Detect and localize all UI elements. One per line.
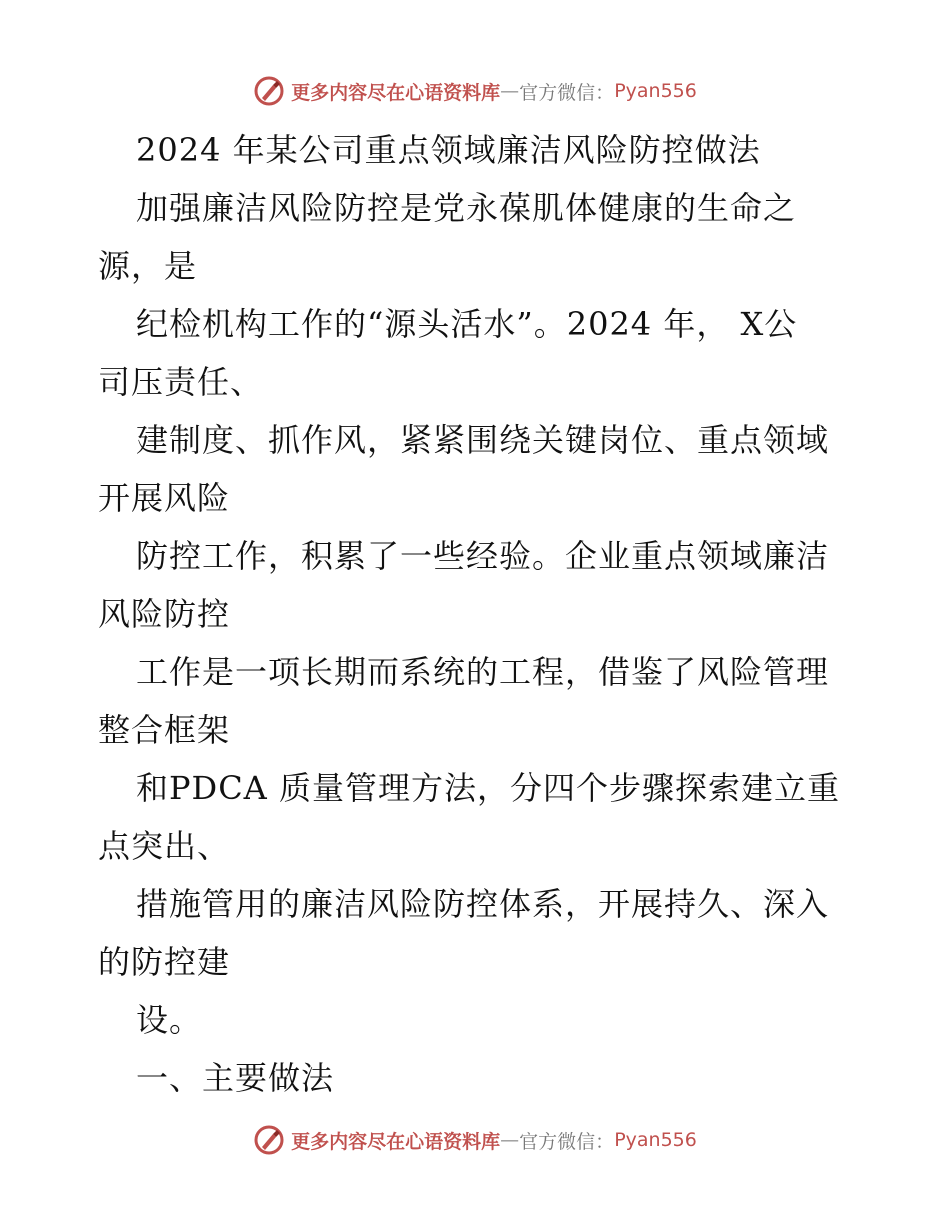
text-line: 风险防控 [98, 595, 231, 633]
watermark-sub-text: 官方微信： [519, 81, 615, 104]
watermark-sub-text: 官方微信： [519, 1130, 615, 1153]
section-heading: 一、主要做法 [136, 1059, 335, 1097]
text-line: 工作是一项长期而系统的工程，借鉴了风险管理 [136, 653, 830, 691]
watermark-dash: — [500, 1129, 520, 1151]
text-line: 整合框架 [98, 711, 231, 749]
watermark-main-text: 更多内容尽在心语资料库 [291, 1130, 501, 1153]
text-line: 源，是 [98, 247, 198, 285]
watermark-account: Pyan556 [614, 1129, 697, 1151]
watermark-main-text: 更多内容尽在心语资料库 [291, 81, 501, 104]
text-line: 防控工作，积累了一些经验。企业重点领域廉洁 [136, 537, 830, 575]
watermark-account: Pyan556 [614, 80, 697, 102]
pen-logo-icon [253, 1124, 285, 1156]
pen-logo-icon [253, 75, 285, 107]
text-line: 2024 年某公司重点领域廉洁风险防控做法 [136, 131, 761, 169]
watermark-dash: — [500, 80, 520, 102]
text-line: 纪检机构工作的“源头活水”。2024 年， X公 [136, 305, 798, 343]
text-line: 司压责任、 [98, 363, 264, 401]
text-line: 的防控建 [98, 943, 231, 981]
document-body [98, 121, 858, 1107]
text-line: 开展风险 [98, 479, 231, 517]
header-watermark [0, 74, 950, 108]
text-line: 设。 [136, 1001, 203, 1039]
footer-watermark [0, 1123, 950, 1157]
text-line: 点突出、 [98, 827, 231, 865]
text-line: 措施管用的廉洁风险防控体系，开展持久、深入 [136, 885, 830, 923]
text-line: 加强廉洁风险防控是党永葆肌体健康的生命之 [136, 189, 797, 227]
text-line: 建制度、抓作风，紧紧围绕关键岗位、重点领域 [136, 421, 830, 459]
text-line: 和PDCA 质量管理方法，分四个步骤探索建立重 [136, 769, 840, 807]
